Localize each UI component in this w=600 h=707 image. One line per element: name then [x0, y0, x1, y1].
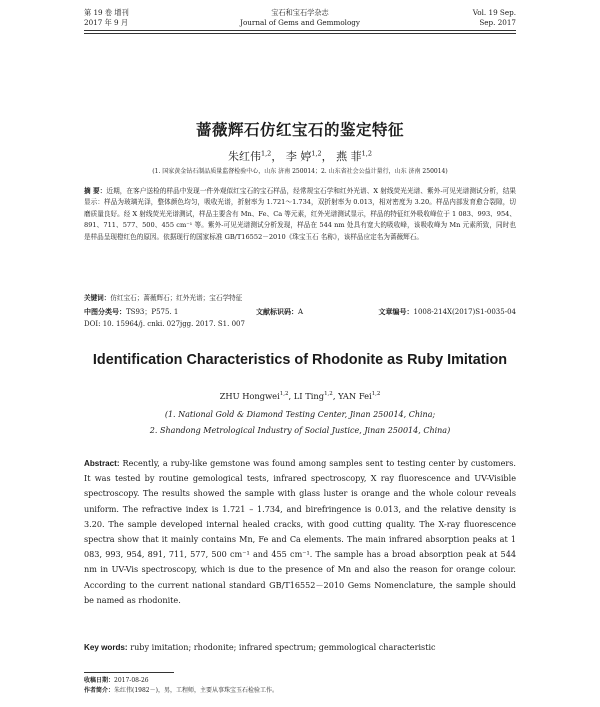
cn-author-2-sup: 1,2: [311, 149, 322, 158]
running-header: [84, 8, 516, 42]
footnote-author-text: 朱红伟(1982－)，男，工程师，主要从事珠宝玉石检验工作。: [114, 687, 278, 694]
en-abstract: [84, 456, 516, 608]
cn-author-1: 朱红伟: [227, 150, 261, 163]
en-author-2-sup: 1,2: [324, 391, 333, 398]
footnote-author-label: 作者简介：: [84, 687, 115, 694]
header-vol-en: Vol. 19 Sep.: [472, 8, 516, 17]
cn-article-no-label: 文章编号：: [378, 308, 414, 316]
en-author-sep: ,: [332, 391, 339, 401]
en-author-1: ZHU Hongwei: [219, 391, 280, 401]
header-journal: [84, 8, 516, 28]
cn-abstract-label: 摘 要：: [84, 187, 107, 195]
doi: DOI: 10. 15964/j. cnki. 027jgg. 2017. S1. 007: [84, 320, 245, 328]
en-keywords-label: Key words:: [84, 643, 128, 652]
en-keywords: [84, 642, 516, 652]
cn-author-sep: ，: [321, 150, 333, 163]
en-author-3: YAN Fei: [338, 391, 372, 401]
cn-doc-code: [256, 307, 303, 318]
en-abstract-text: Recently, a ruby-like gemstone was found among samples sent to testing center by customers. It was tested by routine gemological tests, infrared spectroscopy, X ray fluorescence and UV-Visible spectroscopy. The results showed the sample with glass luster is orange and the whole colour reveals uniform. The refractive index is 1.721 – 1.734, and birefringence is 0.013, and the relative density is 3.20. The sample developed internal healed cracks, with good cutting quality. The X-ray fluorescence spectra show that it mainly contains Mn, Fe and Ca elements. The main infrared absorption peaks at 1 083, 993, 954, 891, 711, 577, 500 cm⁻¹ and 455 cm⁻¹. The sample has a broad absorption peak at 544 nm in UV-Vis spectroscopy, which is due to the presence of Mn and also the reason for orange colour. According to the current national standard GB/T16552－2010 Gems Nomenclature, the sample should be named as rhodonite.: [84, 458, 516, 605]
cn-authors: [0, 148, 600, 164]
en-author-3-sup: 1,2: [371, 391, 381, 398]
footnote-received: [84, 676, 516, 686]
en-keywords-text: ruby imitation; rhodonite; infrared spectrum; gemmological characteristic: [130, 642, 436, 652]
en-author-sep: ,: [288, 391, 294, 401]
header-date: 2017 年 9 月: [84, 18, 129, 27]
cn-doc-code-value: A: [298, 308, 304, 316]
cn-affiliation: (1. 国家黄金钻石制品质量监督检验中心，山东 济南 250014；2. 山东省社会公益计量行，山东 济南 250014): [152, 168, 448, 175]
cn-author-3-sup: 1,2: [361, 149, 373, 158]
cn-clc-value: TS93；P575. 1: [126, 308, 179, 316]
header-volume-en: [473, 8, 516, 28]
footnote: [84, 676, 516, 696]
cn-keywords-text: 仿红宝石；蔷薇辉石；红外光谱；宝石学特征: [110, 294, 243, 302]
cn-abstract-text: 近期，在客户送检的样品中发现一件外观似红宝石的宝石样品，经常规宝石学和红外光谱、X 射线荧光光谱、紫外-可见光谱测试分析，结果显示：样品为玻璃光泽，整体颜色均匀，吸收光谱，折射率为 1.721～1.734，双折射率为 0.013，相对密度为 3.20。样品内部发育愈合裂隙，切磨质量良好。经 X 射线荧光光谱测试，样品主要含有 Mn、Fe、Ca 等元素，红外光谱测试显示，样品的特征红外吸收峰位于 1 083、993、954、891、711、577、500、455 cm⁻¹ 等。紫外-可见光谱测试分析发现，样品在 544 nm 处具有宽大的吸收峰，该吸收峰为 Mn 元素所致，同时也是样品呈现橙红色的原因。依据现行的国家标准 GB/T16552－2010《珠宝玉石 名称》，该样品应定名为蔷薇辉石。: [84, 187, 517, 241]
cn-title: 蔷薇辉石仿红宝石的鉴定特征: [195, 121, 404, 139]
cn-abstract: [84, 186, 516, 243]
en-authors: [0, 391, 600, 401]
header-rule-thick: [84, 33, 516, 34]
cn-keywords: [84, 293, 516, 304]
cn-author-3: 燕 菲: [336, 150, 362, 163]
cn-author-2: 李 婷: [285, 150, 312, 163]
cn-article-no-value: 1008-214X(2017)S1-0035-04: [413, 308, 516, 316]
en-author-2: LI Ting: [293, 391, 325, 401]
cn-clc: [84, 307, 178, 318]
header-journal-cn: 宝石和宝石学杂志: [271, 8, 329, 17]
header-journal-en: Journal of Gems and Gemmology: [240, 18, 360, 27]
footnote-author-bio: [84, 686, 516, 696]
footnote-rule: [84, 672, 174, 673]
footnote-received-date: 2017-08-26: [114, 677, 149, 684]
header-volume: 第 19 卷 增刊: [84, 8, 129, 17]
cn-clc-label: 中图分类号：: [84, 308, 126, 316]
cn-author-sep: ，: [271, 150, 283, 163]
cn-keywords-label: 关键词：: [84, 294, 111, 302]
en-affiliation-2: 2. Shandong Metrological Industry of Social Justice, Jinan 250014, China): [149, 426, 451, 435]
cn-article-no: [378, 307, 516, 318]
cn-doc-code-label: 文献标识码：: [256, 308, 298, 316]
en-abstract-label: Abstract:: [84, 459, 120, 468]
header-rule-thin: [84, 30, 516, 31]
footnote-received-label: 收稿日期：: [84, 677, 115, 684]
header-date-en: Sep. 2017: [479, 18, 516, 27]
cn-classification: [84, 307, 516, 318]
en-affiliation-1: (1. National Gold & Diamond Testing Center, Jinan 250014, China;: [164, 410, 436, 419]
en-title: Identification Characteristics of Rhodonite as Ruby Imitation: [92, 352, 508, 368]
cn-author-1-sup: 1,2: [260, 149, 272, 158]
en-author-1-sup: 1,2: [279, 391, 289, 398]
